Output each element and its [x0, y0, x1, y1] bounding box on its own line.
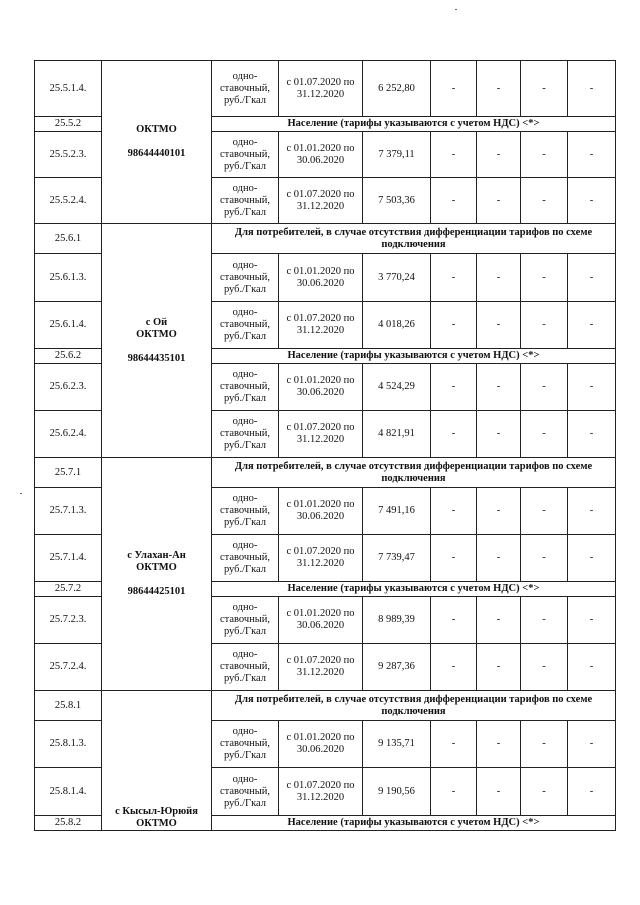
empty-cell: - [521, 721, 568, 768]
period: с 01.07.2020 по 31.12.2020 [279, 535, 363, 582]
row-code: 25.8.1 [35, 691, 102, 721]
empty-cell: - [431, 364, 477, 411]
section-header-no-diff: Для потребителей, в случае отсутствия дифференциации тарифов по схеме подключения [212, 458, 616, 488]
tariff-table-body [35, 61, 616, 831]
empty-cell: - [431, 302, 477, 349]
row-code: 25.5.1.4. [35, 61, 102, 117]
tariff-value: 6 252,80 [363, 61, 431, 117]
row-code: 25.5.2.3. [35, 132, 102, 178]
tariff-value: 3 770,24 [363, 254, 431, 302]
empty-cell: - [477, 364, 521, 411]
empty-cell: - [477, 178, 521, 224]
tariff-table [34, 60, 616, 831]
empty-cell: - [521, 488, 568, 535]
empty-cell: - [568, 644, 616, 691]
section-header-population: Население (тарифы указываются с учетом НДС) <*> [212, 582, 616, 597]
empty-cell: - [521, 535, 568, 582]
rate-type: одно-ставочный, руб./Гкал [212, 768, 279, 816]
empty-cell: - [477, 61, 521, 117]
empty-cell: - [521, 597, 568, 644]
rate-type: одно-ставочный, руб./Гкал [212, 364, 279, 411]
rate-type: одно-ставочный, руб./Гкал [212, 61, 279, 117]
empty-cell: - [431, 535, 477, 582]
tariff-value: 8 989,39 [363, 597, 431, 644]
period: с 01.07.2020 по 31.12.2020 [279, 61, 363, 117]
rate-type: одно-ставочный, руб./Гкал [212, 644, 279, 691]
empty-cell: - [477, 132, 521, 178]
rate-type: одно-ставочный, руб./Гкал [212, 488, 279, 535]
row-code: 25.8.2 [35, 816, 102, 831]
empty-cell: - [431, 411, 477, 458]
row-code: 25.7.1 [35, 458, 102, 488]
section-header-no-diff: Для потребителей, в случае отсутствия дифференциации тарифов по схеме подключения [212, 691, 616, 721]
empty-cell: - [521, 768, 568, 816]
row-code: 25.8.1.3. [35, 721, 102, 768]
empty-cell: - [521, 644, 568, 691]
empty-cell: - [568, 364, 616, 411]
row-code: 25.7.2.3. [35, 597, 102, 644]
empty-cell: - [431, 132, 477, 178]
row-code: 25.5.2 [35, 117, 102, 132]
tariff-value: 9 190,56 [363, 768, 431, 816]
row-code: 25.7.1.4. [35, 535, 102, 582]
empty-cell: - [477, 488, 521, 535]
empty-cell: - [477, 535, 521, 582]
rate-type: одно-ставочный, руб./Гкал [212, 178, 279, 224]
rate-type: одно-ставочный, руб./Гкал [212, 535, 279, 582]
row-code: 25.6.2.4. [35, 411, 102, 458]
section-header-population: Население (тарифы указываются с учетом НДС) <*> [212, 816, 616, 831]
table-row [35, 224, 616, 254]
rate-type: одно-ставочный, руб./Гкал [212, 302, 279, 349]
row-code: 25.6.1 [35, 224, 102, 254]
empty-cell: - [521, 302, 568, 349]
empty-cell: - [431, 721, 477, 768]
period: с 01.01.2020 по 30.06.2020 [279, 364, 363, 411]
tariff-value: 4 018,26 [363, 302, 431, 349]
tariff-value: 7 503,36 [363, 178, 431, 224]
empty-cell: - [521, 364, 568, 411]
period: с 01.07.2020 по 31.12.2020 [279, 411, 363, 458]
empty-cell: - [568, 411, 616, 458]
empty-cell: - [477, 254, 521, 302]
empty-cell: - [431, 597, 477, 644]
rate-type: одно-ставочный, руб./Гкал [212, 411, 279, 458]
period: с 01.07.2020 по 31.12.2020 [279, 302, 363, 349]
row-code: 25.7.2.4. [35, 644, 102, 691]
tariff-value: 9 287,36 [363, 644, 431, 691]
empty-cell: - [568, 302, 616, 349]
row-code: 25.6.2 [35, 349, 102, 364]
row-code: 25.8.1.4. [35, 768, 102, 816]
location-oktmo-98644440101: ОКТМО 98644440101 [102, 61, 212, 224]
row-code: 25.6.1.3. [35, 254, 102, 302]
tariff-value: 4 524,29 [363, 364, 431, 411]
period: с 01.01.2020 по 30.06.2020 [279, 721, 363, 768]
scan-speck [455, 9, 457, 10]
period: с 01.01.2020 по 30.06.2020 [279, 254, 363, 302]
empty-cell: - [477, 302, 521, 349]
tariff-value: 7 379,11 [363, 132, 431, 178]
empty-cell: - [431, 254, 477, 302]
period: с 01.07.2020 по 31.12.2020 [279, 178, 363, 224]
section-header-population: Население (тарифы указываются с учетом НДС) <*> [212, 117, 616, 132]
empty-cell: - [521, 132, 568, 178]
empty-cell: - [521, 61, 568, 117]
empty-cell: - [477, 597, 521, 644]
period: с 01.01.2020 по 30.06.2020 [279, 132, 363, 178]
tariff-value: 7 491,16 [363, 488, 431, 535]
empty-cell: - [521, 254, 568, 302]
empty-cell: - [568, 61, 616, 117]
tariff-value: 9 135,71 [363, 721, 431, 768]
tariff-value: 7 739,47 [363, 535, 431, 582]
tariff-value: 4 821,91 [363, 411, 431, 458]
empty-cell: - [431, 61, 477, 117]
rate-type: одно-ставочный, руб./Гкал [212, 254, 279, 302]
location-s-oy: с Ой ОКТМО 98644435101 [102, 224, 212, 458]
empty-cell: - [431, 178, 477, 224]
section-header-no-diff: Для потребителей, в случае отсутствия дифференциации тарифов по схеме подключения [212, 224, 616, 254]
row-code: 25.7.2 [35, 582, 102, 597]
rate-type: одно-ставочный, руб./Гкал [212, 721, 279, 768]
empty-cell: - [568, 768, 616, 816]
empty-cell: - [431, 488, 477, 535]
empty-cell: - [521, 411, 568, 458]
period: с 01.01.2020 по 30.06.2020 [279, 597, 363, 644]
empty-cell: - [431, 644, 477, 691]
rate-type: одно-ставочный, руб./Гкал [212, 132, 279, 178]
period: с 01.07.2020 по 31.12.2020 [279, 644, 363, 691]
period: с 01.07.2020 по 31.12.2020 [279, 768, 363, 816]
section-header-population: Население (тарифы указываются с учетом НДС) <*> [212, 349, 616, 364]
row-code: 25.7.1.3. [35, 488, 102, 535]
row-code: 25.6.2.3. [35, 364, 102, 411]
location-s-ulakhan-an: с Улахан-Ан ОКТМО 98644425101 [102, 458, 212, 691]
empty-cell: - [568, 132, 616, 178]
table-row [35, 458, 616, 488]
period: с 01.01.2020 по 30.06.2020 [279, 488, 363, 535]
row-code: 25.6.1.4. [35, 302, 102, 349]
empty-cell: - [568, 254, 616, 302]
empty-cell: - [521, 178, 568, 224]
table-row [35, 691, 616, 721]
empty-cell: - [568, 597, 616, 644]
empty-cell: - [431, 768, 477, 816]
row-code: 25.5.2.4. [35, 178, 102, 224]
table-row [35, 61, 616, 117]
empty-cell: - [477, 411, 521, 458]
scan-speck [20, 493, 22, 494]
empty-cell: - [568, 178, 616, 224]
rate-type: одно-ставочный, руб./Гкал [212, 597, 279, 644]
empty-cell: - [568, 488, 616, 535]
empty-cell: - [477, 721, 521, 768]
empty-cell: - [568, 721, 616, 768]
empty-cell: - [568, 535, 616, 582]
location-s-kysyl-yuryuya: с Кысыл-Юрюйя ОКТМО [102, 691, 212, 831]
empty-cell: - [477, 768, 521, 816]
empty-cell: - [477, 644, 521, 691]
